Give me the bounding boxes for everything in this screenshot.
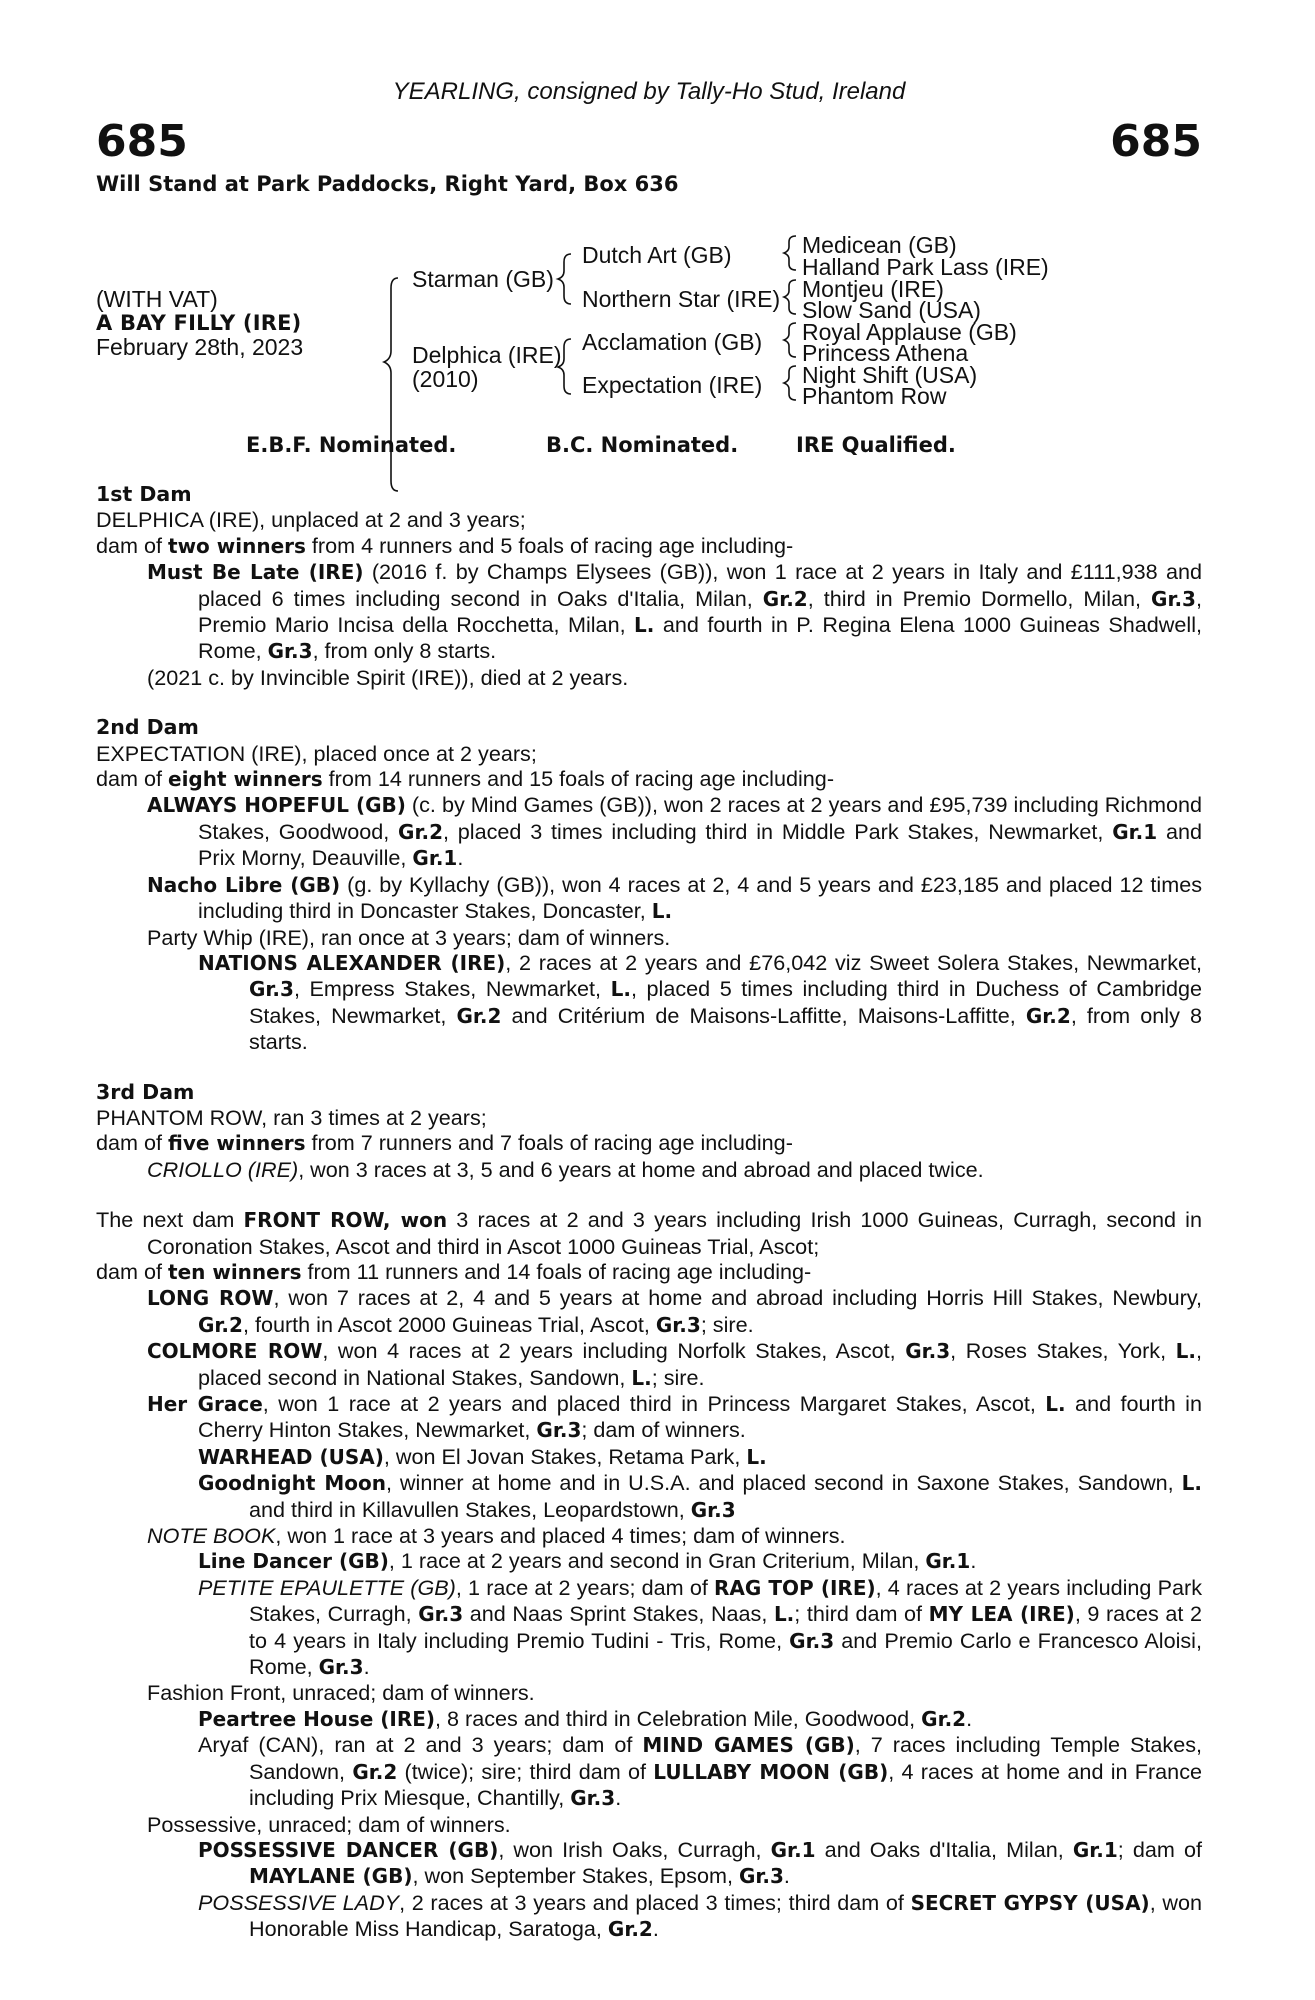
dam: Delphica (IRE) <box>412 342 562 368</box>
dd-dam: Phantom Row <box>802 383 947 409</box>
second-dam-heading: 2nd Dam <box>96 715 199 740</box>
dam-dam: Expectation (IRE) <box>582 372 763 398</box>
ebf-nominated: E.B.F. Nominated. <box>246 433 457 457</box>
lot-number-left: 685 <box>96 116 188 167</box>
ds-dam: Princess Athena <box>802 340 969 366</box>
fashion-front-entry: Fashion Front, unraced; dam of winners. <box>147 1680 535 1706</box>
always-hopeful-entry: ALWAYS HOPEFUL (GB) (c. by Mind Games (GB)), won 2 races at 2 years and £95,739 including Richmond Stakes, Goodwood, Gr.2, placed 3 times including third in Middle Park Stakes, Newmarket, Gr.1 and Prix Morny, Deauville, Gr.1. <box>147 792 1202 871</box>
first-dam-line: DELPHICA (IRE), unplaced at 2 and 3 years; <box>96 507 526 533</box>
ire-qualified: IRE Qualified. <box>796 433 956 457</box>
third-dam-heading: 3rd Dam <box>96 1079 195 1104</box>
note-book-entry: NOTE BOOK, won 1 race at 3 years and placed 4 times; dam of winners. <box>147 1523 846 1549</box>
bc-nominated: B.C. Nominated. <box>546 433 739 457</box>
first-dam-produce-line: dam of two winners from 4 runners and 5 foals of racing age including- <box>96 532 794 558</box>
third-dam-section <box>96 1080 1202 1183</box>
ss-sire: Medicean (GB) <box>802 232 957 258</box>
produce-record <box>96 482 1202 1943</box>
nations-alexander-entry: NATIONS ALEXANDER (IRE), 2 races at 2 years and £76,042 viz Sweet Solera Stakes, Newmarket, Gr.3, Empress Stakes, Newmarket, L., placed 5 times including third in Duchess of Cambridge Stakes, Newmarket, Gr.2 and Critérium de Maisons-Laffitte, Maisons-Laffitte, Gr.2, from only 8 starts. <box>198 949 1202 1055</box>
nacho-libre-entry: Nacho Libre (GB) (g. by Kyllachy (GB)), won 4 races at 2, 4 and 5 years and £23,185 and placed 12 times including third in Doncaster Stakes, Doncaster, L. <box>147 871 1203 924</box>
long-row-entry: LONG ROW, won 7 races at 2, 4 and 5 years at home and abroad including Horris Hill Stakes, Newbury, Gr.2, fourth in Ascot 2000 Guineas Trial, Ascot, Gr.3; sire. <box>147 1285 1202 1337</box>
second-dam-produce-line: dam of eight winners from 14 runners and 15 foals of racing age including- <box>96 766 835 792</box>
stand-location: Will Stand at Park Paddocks, Right Yard, Box 636 <box>96 172 679 196</box>
possessive-entry: Possessive, unraced; dam of winners. <box>147 1811 511 1837</box>
third-dam-produce-line: dam of five winners from 7 runners and 7 foals of racing age including- <box>96 1130 793 1156</box>
nominations-row <box>96 433 1202 463</box>
colt-2021-entry: (2021 c. by Invincible Spirit (IRE)), died at 2 years. <box>147 664 629 690</box>
sd-dam: Slow Sand (USA) <box>802 297 981 323</box>
possessive-dancer-entry: POSSESSIVE DANCER (GB), won Irish Oaks, Curragh, Gr.1 and Oaks d'Italia, Milan, Gr.1; dam of MAYLANE (GB), won September Stakes, Epsom, Gr.3. <box>198 1836 1202 1889</box>
dam-year: (2010) <box>412 366 479 392</box>
horse-name: A BAY FILLY (IRE) <box>96 311 302 335</box>
foaling-date: February 28th, 2023 <box>96 334 304 360</box>
sd-sire: Montjeu (IRE) <box>802 276 944 302</box>
next-dam-produce-line: dam of ten winners from 11 runners and 14 foals of racing age including- <box>96 1258 812 1284</box>
second-dam-section <box>96 715 1202 1054</box>
possessive-lady-entry: POSSESSIVE LADY, 2 races at 3 years and placed 3 times; third dam of SECRET GYPSY (USA), won Honorable Miss Handicap, Saratoga, Gr.2. <box>198 1889 1202 1942</box>
line-dancer-entry: Line Dancer (GB), 1 race at 2 years and second in Gran Criterium, Milan, Gr.1. <box>198 1548 977 1574</box>
front-row-entry: The next dam FRONT ROW, won 3 races at 2 and 3 years including Irish 1000 Guineas, Curragh, second in Coronation Stakes, Ascot and third in Ascot 1000 Guineas Trial, Ascot; <box>96 1207 1202 1259</box>
aryaf-entry: Aryaf (CAN), ran at 2 and 3 years; dam of MIND GAMES (GB), 7 races including Temple Stakes, Sandown, Gr.2 (twice); sire; third dam of LULLABY MOON (GB), 4 races at home and in France including Prix Miesque, Chantilly, Gr.3. <box>198 1732 1203 1811</box>
petite-epaulette-entry: PETITE EPAULETTE (GB), 1 race at 2 years; dam of RAG TOP (IRE), 4 races at 2 years including Park Stakes, Curragh, Gr.3 and Naas Sprint Stakes, Naas, L.; third dam of MY LEA (IRE), 9 races at 2 to 4 years in Italy including Premio Tudini - Tris, Rome, Gr.3 and Premio Carlo e Francesco Aloisi, Rome, Gr.3. <box>198 1574 1202 1680</box>
her-grace-entry: Her Grace, won 1 race at 2 years and placed third in Princess Margaret Stakes, Ascot, L. and fourth in Cherry Hinton Stakes, Newmarket, Gr.3; dam of winners. <box>147 1391 1202 1443</box>
dd-sire: Night Shift (USA) <box>802 362 978 388</box>
criollo-entry: CRIOLLO (IRE), won 3 races at 3, 5 and 6 years at home and abroad and placed twice. <box>147 1156 984 1182</box>
consignment-line: YEARLING, consigned by Tally-Ho Stud, Ireland <box>392 78 906 105</box>
third-dam-line: PHANTOM ROW, ran 3 times at 2 years; <box>96 1104 487 1130</box>
first-dam-heading: 1st Dam <box>96 482 192 506</box>
must-be-late-entry: Must Be Late (IRE) (2016 f. by Champs Elysees (GB)), won 1 race at 2 years in Italy and £111,938 and placed 6 times including second in Oaks d'Italia, Milan, Gr.2, third in Premio Dormello, Milan, Gr.3, Premio Mario Incisa della Rocchetta, Milan, L. and fourth in P. Regina Elena 1000 Guineas Shadwell, Rome, Gr.3, from only 8 starts. <box>147 559 1203 664</box>
dam-sire: Acclamation (GB) <box>582 329 763 355</box>
colmore-row-entry: COLMORE ROW, won 4 races at 2 years including Norfolk Stakes, Ascot, Gr.3, Roses Stakes, York, L., placed second in National Stakes, Sandown, L.; sire. <box>147 1338 1202 1390</box>
goodnight-moon-entry: Goodnight Moon, winner at home and in U.S.A. and placed second in Saxone Stakes, Sandown, L. and third in Killavullen Stakes, Leopardstown, Gr.3 <box>198 1470 1202 1522</box>
vat-note: (WITH VAT) <box>96 286 218 312</box>
ss-dam: Halland Park Lass (IRE) <box>802 254 1049 280</box>
sire-dam: Northern Star (IRE) <box>582 286 781 312</box>
second-dam-line: EXPECTATION (IRE), placed once at 2 years; <box>96 740 537 766</box>
party-whip-entry: Party Whip (IRE), ran once at 3 years; dam of winners. <box>147 924 671 950</box>
sire: Starman (GB) <box>412 266 554 292</box>
ds-sire: Royal Applause (GB) <box>802 319 1017 345</box>
peartree-house-entry: Peartree House (IRE), 8 races and third in Celebration Mile, Goodwood, Gr.2. <box>198 1705 973 1731</box>
sire-sire: Dutch Art (GB) <box>582 242 732 268</box>
lot-number-right: 685 <box>1110 116 1202 167</box>
next-dam-section <box>96 1207 1202 1942</box>
first-dam-section <box>96 482 1202 690</box>
warhead-entry: WARHEAD (USA), won El Jovan Stakes, Retama Park, L. <box>198 1443 767 1469</box>
